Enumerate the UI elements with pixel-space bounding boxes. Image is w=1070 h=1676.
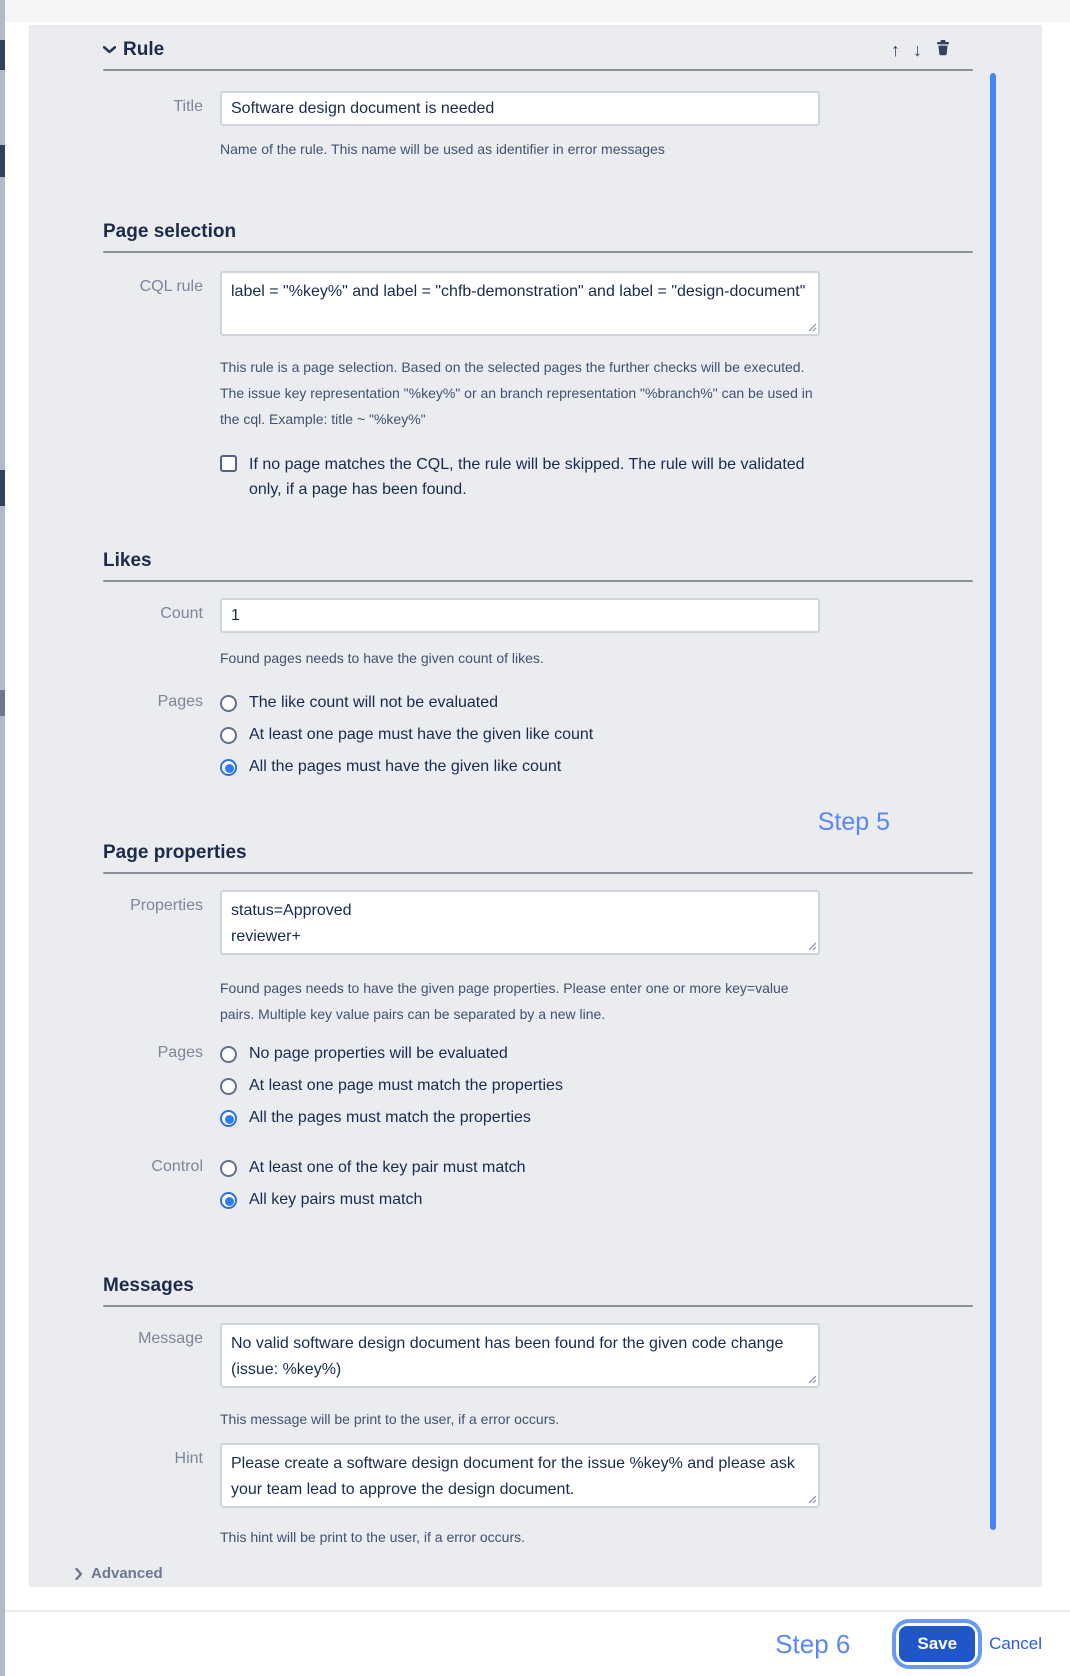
title-help: Name of the rule. This name will be used as identifier in error messages	[220, 141, 665, 157]
section-divider	[103, 69, 973, 71]
chevron-right-icon	[75, 1568, 83, 1580]
advanced-label: Advanced	[91, 1565, 163, 1582]
radio-option[interactable]	[220, 1189, 820, 1211]
sidebar-edge-fragment	[0, 690, 5, 716]
messages-heading: Messages	[103, 1275, 194, 1296]
move-rule-up-button[interactable]	[891, 41, 900, 59]
control-label: Control	[151, 1158, 203, 1175]
section-divider	[103, 1305, 973, 1307]
radio-option-label: At least one page must match the properties	[249, 1077, 563, 1094]
advanced-toggle[interactable]	[75, 1565, 973, 1582]
resize-grip-icon[interactable]	[806, 1373, 817, 1384]
radio-icon-checked[interactable]	[220, 1192, 237, 1209]
rule-collapse-toggle[interactable]	[103, 37, 164, 63]
radio-icon[interactable]	[220, 1078, 237, 1095]
properties-textarea[interactable]	[220, 890, 820, 955]
skip-rule-checkbox-row[interactable]	[220, 452, 820, 502]
section-divider	[103, 251, 973, 253]
resize-grip-icon[interactable]	[806, 321, 817, 332]
radio-option-label: All the pages must match the properties	[249, 1109, 531, 1126]
properties-row	[103, 890, 973, 1027]
radio-option[interactable]	[220, 724, 820, 746]
save-button-focus-ring	[892, 1619, 982, 1669]
count-input[interactable]	[220, 598, 820, 633]
sidebar-edge-fragment	[0, 40, 5, 70]
message-textarea[interactable]	[220, 1323, 820, 1388]
radio-icon[interactable]	[220, 727, 237, 744]
rule-config-panel	[29, 25, 1042, 1587]
step5-annotation: Step 5	[817, 808, 890, 836]
rule-scope-indicator-bar	[990, 73, 996, 1530]
title-row	[103, 91, 973, 159]
section-divider	[103, 580, 973, 582]
sidebar-edge-fragment	[0, 145, 5, 177]
title-input[interactable]	[220, 91, 820, 126]
hint-label: Hint	[174, 1450, 203, 1467]
likes-pages-radio-group	[103, 692, 973, 788]
cql-rule-row	[103, 271, 973, 502]
radio-icon-checked[interactable]	[220, 759, 237, 776]
hint-textarea[interactable]	[220, 1443, 820, 1508]
sidebar-edge	[0, 0, 5, 1676]
control-radio-group	[103, 1157, 973, 1221]
count-row	[103, 598, 973, 668]
rule-header	[103, 37, 973, 63]
radio-icon-checked[interactable]	[220, 1110, 237, 1127]
properties-pages-label: Pages	[157, 1044, 203, 1061]
resize-grip-icon[interactable]	[806, 1493, 817, 1504]
resize-grip-icon[interactable]	[806, 940, 817, 951]
radio-option[interactable]	[220, 692, 820, 714]
chevron-down-icon[interactable]	[103, 46, 116, 54]
radio-option-label: At least one page must have the given like count	[249, 726, 594, 743]
count-help: Found pages needs to have the given count of likes.	[220, 650, 544, 666]
radio-option-label: All the pages must have the given like count	[249, 758, 562, 775]
trash-icon	[935, 39, 951, 56]
properties-label: Properties	[130, 897, 203, 914]
skip-rule-checkbox-label: If no page matches the CQL, the rule will be skipped. The rule will be validated only, if a page has been found.	[249, 456, 805, 498]
message-help: This message will be print to the user, if a error occurs.	[220, 1411, 560, 1427]
message-row	[103, 1323, 973, 1429]
footer-bar	[5, 1610, 1070, 1676]
top-strip	[5, 0, 1070, 22]
section-divider	[103, 872, 973, 874]
radio-icon[interactable]	[220, 695, 237, 712]
sidebar-edge-fragment	[0, 470, 5, 506]
hint-row	[103, 1443, 973, 1547]
down-arrow-icon: ↓	[913, 40, 922, 60]
page-properties-heading: Page properties	[103, 842, 247, 863]
count-label: Count	[160, 605, 203, 622]
cql-rule-label: CQL rule	[139, 278, 203, 295]
radio-option[interactable]	[220, 756, 820, 778]
radio-option[interactable]	[220, 1157, 820, 1179]
properties-help: Found pages needs to have the given page properties. Please enter one or more key=value pairs. Multiple key value pairs can be separated by a new line.	[220, 980, 789, 1022]
hint-help: This hint will be print to the user, if a error occurs.	[220, 1529, 526, 1545]
rule-actions	[891, 39, 973, 61]
radio-option-label: At least one of the key pair must match	[249, 1159, 526, 1176]
cql-rule-textarea[interactable]	[220, 271, 820, 336]
radio-option[interactable]	[220, 1043, 820, 1065]
likes-heading: Likes	[103, 550, 152, 571]
radio-option-label: The like count will not be evaluated	[249, 694, 499, 711]
rule-section-title: Rule	[123, 39, 165, 60]
likes-pages-label: Pages	[157, 693, 203, 710]
up-arrow-icon: ↑	[891, 40, 900, 60]
step6-annotation: Step 6	[775, 1628, 851, 1659]
properties-pages-radio-group	[103, 1043, 973, 1139]
radio-option-label: All key pairs must match	[249, 1191, 423, 1208]
radio-icon[interactable]	[220, 1160, 237, 1177]
page-selection-heading: Page selection	[103, 221, 237, 242]
title-label: Title	[173, 98, 203, 115]
cql-rule-help: This rule is a page selection. Based on the selected pages the further checks will be executed. The issue key representation "%key%" or an branch representation "%branch%" can be used in the cql. Example: title ~ "%key%"	[220, 359, 813, 427]
delete-rule-button[interactable]	[935, 39, 951, 61]
radio-option[interactable]	[220, 1075, 820, 1097]
move-rule-down-button[interactable]	[913, 41, 922, 59]
save-button[interactable]: Save	[899, 1626, 975, 1662]
cancel-link[interactable]: Cancel	[989, 1634, 1042, 1653]
radio-icon[interactable]	[220, 1046, 237, 1063]
radio-option[interactable]	[220, 1107, 820, 1129]
message-label: Message	[138, 1330, 203, 1347]
radio-option-label: No page properties will be evaluated	[249, 1045, 508, 1062]
checkbox-icon[interactable]	[220, 455, 237, 472]
